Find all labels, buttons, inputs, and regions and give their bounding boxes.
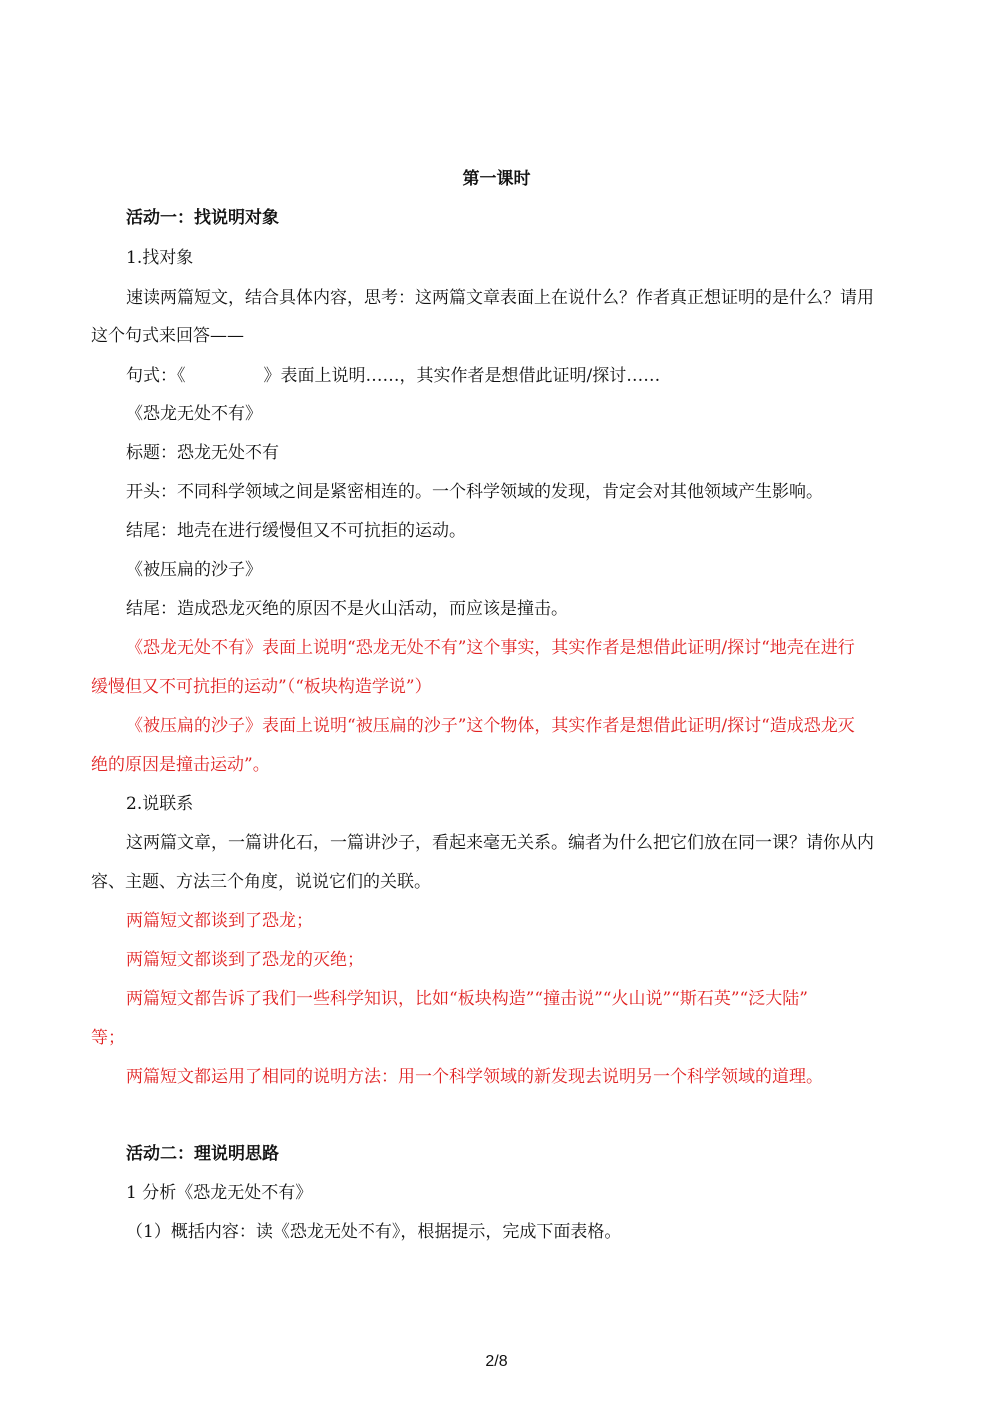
text1-ending: 结尾：地壳在进行缓慢但又不可抗拒的运动。 [126, 521, 466, 541]
q1-title: 1.找对象 [126, 248, 194, 268]
q2-answer3-line2: 等； [91, 1028, 125, 1048]
q2-title: 2.说联系 [126, 794, 194, 814]
activity2-item1: 1 分析《恐龙无处不有》 [126, 1183, 313, 1203]
q2-prompt-line2: 容、主题、方法三个角度，说说它们的关联。 [91, 872, 431, 892]
q2-answer4: 两篇短文都运用了相同的说明方法：用一个科学领域的新发现去说明另一个科学领域的道理。 [126, 1067, 823, 1087]
text1-title: 《恐龙无处不有》 [126, 404, 262, 424]
pattern-start: 句式：《 [126, 366, 186, 386]
q1-prompt-line1: 速读两篇短文，结合具体内容，思考：这两篇文章表面上在说什么？作者真正想证明的是什么？请用 [126, 288, 874, 308]
text1-opening: 开头：不同科学领域之间是紧密相连的。一个科学领域的发现，肯定会对其他领域产生影响。 [126, 482, 823, 502]
answer1-line2: 缓慢但又不可抗拒的运动”（“板块构造学说”） [91, 677, 432, 697]
sentence-pattern [126, 364, 660, 388]
text2-ending: 结尾：造成恐龙灭绝的原因不是火山活动，而应该是撞击。 [126, 599, 568, 619]
answer2-line1: 《被压扁的沙子》表面上说明“被压扁的沙子”这个物体，其实作者是想借此证明/探讨“造成恐龙灭 [126, 716, 855, 736]
activity2-heading: 活动二：理说明思路 [126, 1144, 279, 1164]
q2-prompt-line1: 这两篇文章，一篇讲化石，一篇讲沙子，看起来毫无关系。编者为什么把它们放在同一课？请你从内 [126, 833, 874, 853]
pattern-end: 》表面上说明……，其实作者是想借此证明/探讨…… [263, 366, 661, 386]
activity1-heading: 活动一：找说明对象 [126, 208, 279, 228]
q2-answer2: 两篇短文都谈到了恐龙的灭绝； [126, 950, 364, 970]
q2-answer3-line1: 两篇短文都告诉了我们一些科学知识，比如“板块构造”“撞击说”“火山说”“斯石英”“泛大陆” [126, 989, 808, 1009]
q1-prompt-line2: 这个句式来回答—— [91, 326, 244, 346]
page-number: 2/8 [485, 1353, 508, 1370]
text1-heading: 标题：恐龙无处不有 [126, 443, 279, 463]
answer2-line2: 绝的原因是撞击运动”。 [91, 755, 270, 775]
answer1-line1: 《恐龙无处不有》表面上说明“恐龙无处不有”这个事实，其实作者是想借此证明/探讨“地壳在进行 [126, 638, 855, 658]
text2-title: 《被压扁的沙子》 [126, 560, 262, 580]
activity2-item1-sub: （1）概括内容：读《恐龙无处不有》，根据提示，完成下面表格。 [126, 1222, 622, 1242]
q2-answer1: 两篇短文都谈到了恐龙； [126, 911, 313, 931]
lesson-title: 第一课时 [462, 169, 531, 189]
